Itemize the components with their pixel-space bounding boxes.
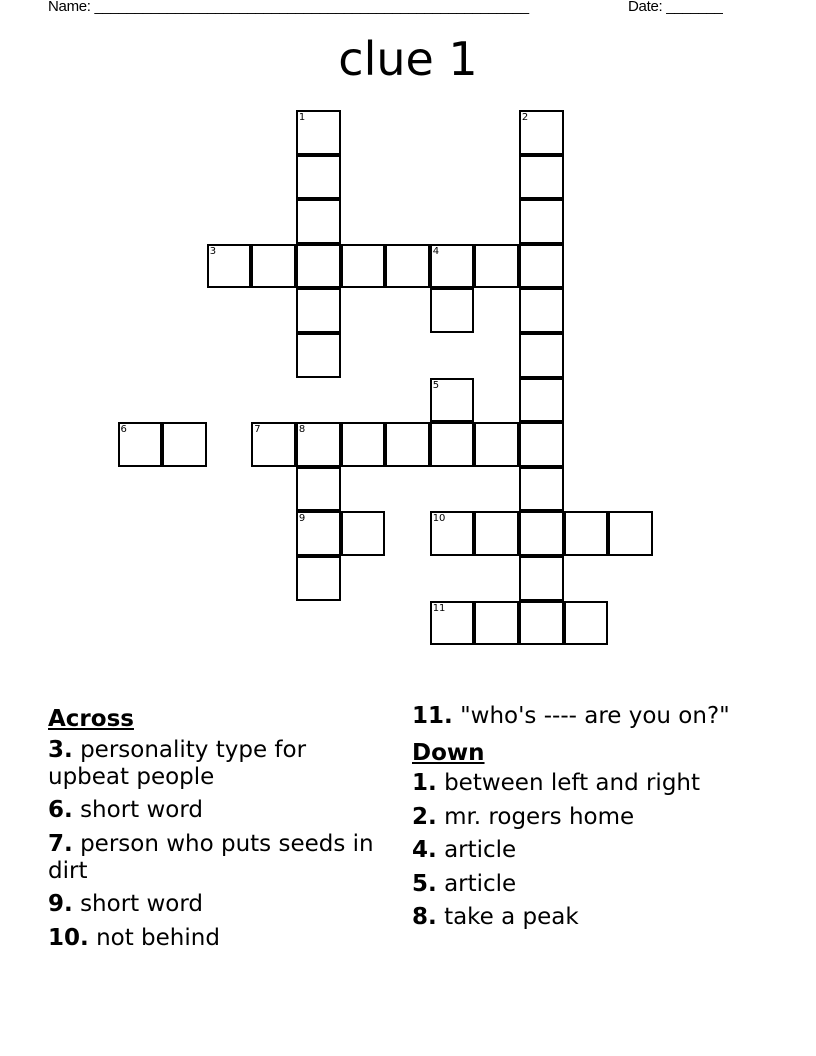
clue-text: mr. rogers home	[444, 803, 635, 830]
page-title: clue 1	[338, 32, 478, 86]
down-heading: Down	[412, 739, 485, 766]
clue-number: 8.	[412, 904, 437, 930]
grid-cell[interactable]	[251, 244, 296, 289]
grid-cell[interactable]	[341, 244, 386, 289]
grid-cell[interactable]	[519, 556, 564, 601]
clue-number: 7.	[48, 830, 73, 857]
clue-number: 3.	[48, 736, 73, 763]
clue-across-6	[48, 797, 388, 824]
clue-down-2	[412, 804, 792, 831]
grid-cell[interactable]	[296, 511, 341, 556]
grid-cell[interactable]	[296, 288, 341, 333]
clues-column-right	[412, 703, 792, 938]
grid-cell[interactable]	[430, 378, 475, 423]
grid-cell[interactable]	[474, 511, 519, 556]
clue-number: 9.	[48, 891, 73, 917]
clue-number: 6.	[48, 797, 73, 823]
grid-cell[interactable]	[162, 422, 207, 467]
clues-column-left	[48, 703, 388, 958]
grid-cell[interactable]	[519, 155, 564, 200]
grid-cell[interactable]	[296, 467, 341, 512]
cell-number: 8	[298, 424, 306, 436]
date-field-label: Date: _______	[628, 0, 723, 15]
cell-number: 10	[432, 513, 446, 525]
clue-number: 2.	[412, 803, 437, 830]
grid-cell[interactable]	[474, 601, 519, 646]
clue-text: "who's ---- are you on?"	[460, 703, 730, 729]
grid-cell[interactable]	[296, 155, 341, 200]
grid-cell[interactable]	[296, 199, 341, 244]
grid-cell[interactable]	[385, 244, 430, 289]
clue-across-9	[48, 891, 388, 918]
grid-cell[interactable]	[474, 244, 519, 289]
grid-cell[interactable]	[430, 422, 475, 467]
clue-text: short word	[80, 891, 204, 917]
clue-down-5	[412, 871, 792, 898]
clue-text: person who puts seeds in dirt	[48, 830, 374, 884]
clue-number: 10.	[48, 924, 89, 951]
grid-cell[interactable]	[519, 110, 564, 155]
grid-cell[interactable]	[430, 244, 475, 289]
grid-cell[interactable]	[519, 378, 564, 423]
grid-cell[interactable]	[118, 422, 163, 467]
grid-cell[interactable]	[519, 511, 564, 556]
grid-cell[interactable]	[519, 288, 564, 333]
cell-number: 6	[120, 424, 127, 436]
grid-cell[interactable]	[251, 422, 296, 467]
clue-text: short word	[80, 797, 204, 823]
clue-text: article	[444, 837, 517, 863]
cell-number: 9	[298, 513, 306, 525]
grid-cell[interactable]	[296, 422, 341, 467]
grid-cell[interactable]	[519, 333, 564, 378]
grid-cell[interactable]	[430, 601, 475, 646]
cell-number: 3	[209, 245, 217, 257]
clue-down-4	[412, 837, 792, 864]
cell-number: 2	[521, 112, 529, 123]
cell-number: 5	[432, 379, 440, 391]
clue-text: personality type for upbeat people	[48, 736, 307, 790]
clue-down-8	[412, 904, 792, 931]
grid-cell[interactable]	[519, 601, 564, 646]
clue-text: not behind	[96, 924, 220, 951]
cell-number: 11	[432, 602, 446, 614]
grid-cell[interactable]	[519, 467, 564, 512]
clue-text: between left and right	[444, 770, 701, 796]
clue-number: 11.	[412, 703, 453, 729]
clue-across-10	[48, 925, 388, 952]
name-field-label: Name: ______________________________________________________	[48, 0, 529, 15]
across-heading: Across	[48, 706, 134, 732]
clue-text: take a peak	[444, 904, 579, 930]
clue-number: 4.	[412, 837, 437, 863]
grid-cell[interactable]	[430, 288, 475, 333]
grid-cell[interactable]	[341, 422, 386, 467]
grid-cell[interactable]	[519, 244, 564, 289]
grid-cell[interactable]	[564, 511, 609, 556]
clue-number: 5.	[412, 870, 437, 897]
clue-across-11	[412, 703, 792, 730]
grid-cell[interactable]	[296, 244, 341, 289]
grid-cell[interactable]	[207, 244, 252, 289]
grid-cell[interactable]	[385, 422, 430, 467]
clue-number: 1.	[412, 770, 437, 796]
cell-number: 1	[298, 112, 306, 123]
cell-number: 7	[254, 424, 261, 436]
clue-across-3	[48, 737, 388, 791]
grid-cell[interactable]	[519, 199, 564, 244]
cell-number: 4	[432, 245, 440, 257]
grid-cell[interactable]	[608, 511, 653, 556]
grid-cell[interactable]	[519, 422, 564, 467]
clue-down-1	[412, 770, 792, 797]
grid-cell[interactable]	[430, 511, 475, 556]
grid-cell[interactable]	[341, 511, 386, 556]
clue-text: article	[444, 870, 517, 897]
clue-across-7	[48, 831, 388, 885]
grid-cell[interactable]	[474, 422, 519, 467]
grid-cell[interactable]	[296, 333, 341, 378]
grid-cell[interactable]	[296, 556, 341, 601]
grid-cell[interactable]	[296, 110, 341, 155]
grid-cell[interactable]	[564, 601, 609, 646]
